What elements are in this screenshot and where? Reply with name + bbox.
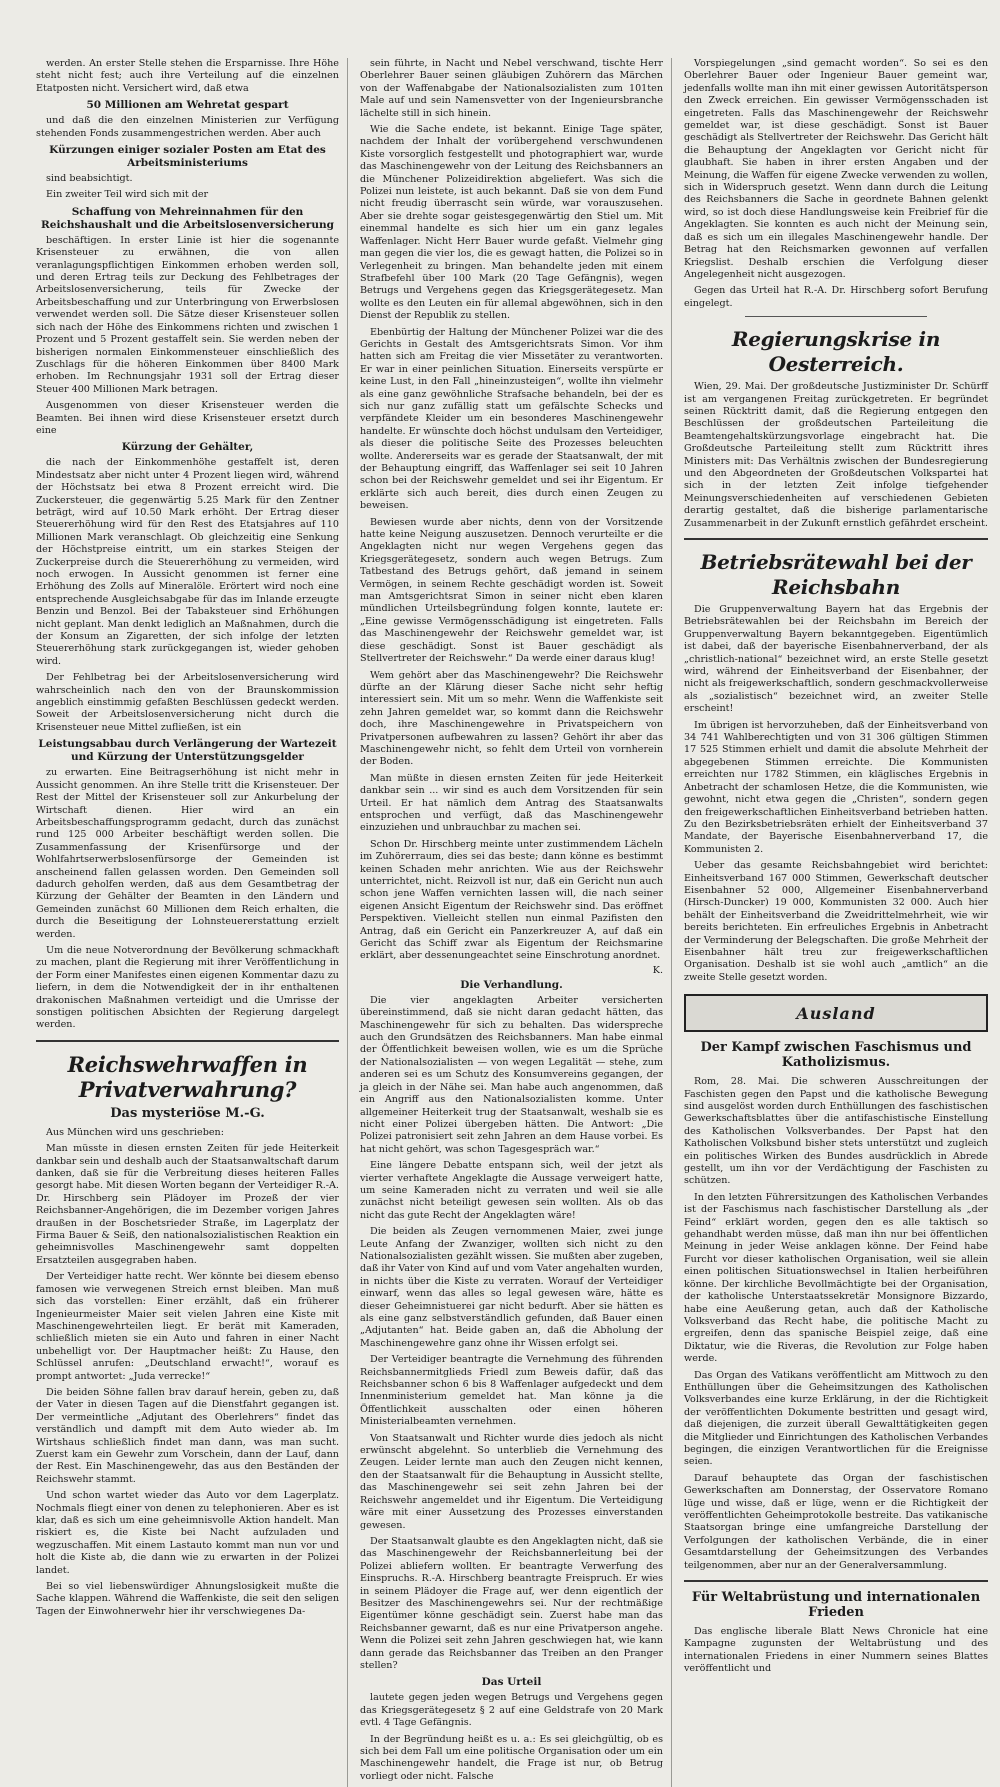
article-paragraph: Der Fehlbetrag bei der Arbeitslosenversicherung wird wahrscheinlich nach den von der Braunskommission angeblich einstimmig gefaßten Beschlüssen gedeckt werden. Soweit der Arbeitslosenversicherung nicht durch die Krisensteuer neue Mittel zufließen, ist ein	[36, 672, 339, 733]
subheading: 50 Millionen am Wehretat gespart	[86, 99, 289, 112]
subheading: Kürzungen einiger sozialer Posten am Etat des Arbeitsministeriums	[49, 144, 326, 170]
article-paragraph: Im übrigen ist hervorzuheben, daß der Einheitsverband von 34 741 Wahlberechtigten und von 31 306 gültigen Stimmen 17 525 Stimmen erhielt und damit die absolute Mehrheit der abgegebenen Stimmen erreichte. Die Kommunisten erreichten nur 1782 Stimmen, ein kläglisches Ergebnis in Anbetracht der schamlosen Hetze, die die Kommunisten, wie gewohnt, nicht etwa gegen die „Christen“, sondern gegen den freigewerkschaftlichen Einheitsverband betrieben hatten. Zu den Bezirksbetriebsräten erhielt der Einheitsverband 37 Mandate, der Bayerische Eisenbahnerverband 17, die Kommunisten 2.	[684, 719, 988, 855]
article-paragraph: Rom, 28. Mai. Die schweren Ausschreitungen der Faschisten gegen den Papst und die katholische Bewegung sind ausgelöst worden durch Enthüllungen des faschistischen Gewerkschaftsblattes über die antifaschistische Einstellung des Katholischen Volksverbandes. Der Papst hat den Katholischen Volksbund bisher stets unterstützt und zugleich ein politisches Wirken des Bundes ausdrücklich in Abrede gestellt, um ihn vor der Verdächtigung der Faschisten zu schützen.	[684, 1076, 988, 1187]
subheading: Das Urteil	[481, 1676, 542, 1689]
article-paragraph: Wem gehört aber das Maschinengewehr? Die Reichswehr dürfte an der Klärung dieser Sache nicht sehr heftig interessiert sein. Mit um so mehr. Wenn die Waffenkiste seit zehn Jahren gemeldet war, so kommt dann die Reichswehr doch, ihre Maschinengewehre in Privatspeichern von Privatpersonen aufbewahren zu lassen? Gehört ihr aber das Maschinengewehr nicht, so fehlt dem Urteil von vornherein der Boden.	[360, 669, 663, 768]
article-paragraph: In den letzten Führersitzungen des Katholischen Verbandes ist der Faschismus nach faschistischer Darstellung als „der Feind“ erklärt worden, gegen den es alle taktisch so gehandhabt werden müsse, daß man ihn nur bei öffentlichen Meinung in jeder Weise anklagen könne. Der Feind habe Furcht vor dieser katholischen Organisation, weil sie allein einen politischen Situationswechsel in Italien herbeiführen könne. Der kirchliche Bevollmächtigte bei der Organisation, der katholische Unterstaatssekretär Monsignore Bizzardo, habe eine Aeußerung getan, auch daß der Katholische Volksverband das Recht habe, die politische Macht zu ergreifen, denn das spanische Beispiel zeige, daß eine Diktatur, wie die Riveras, die Revolution zur Folge haben werde.	[684, 1191, 988, 1365]
article-paragraph: Aus München wird uns geschrieben:	[46, 1126, 224, 1138]
headline-reichsbahn: Betriebsrätewahl bei der Reichsbahn	[700, 550, 972, 599]
article-paragraph: Man müsste in diesen ernsten Zeiten für jede Heiterkeit dankbar sein und deshalb auch der Staatsanwaltschaft darum danken, daß sie für die Verbreitung dieses heiteren Falles gesorgt habe. Mit diesen Worten begann der Verteidiger R.-A. Dr. Hirschberg sein Plädoyer im Prozeß der vier Reichsbanner-Angehörigen, die im Dezember vorigen Jahres draußen in der Boschetsrieder Straße, im Lagerplatz der Firma Bauer & Seiß, den nationalsozialistischen Reaktion ein geheimnisvolles Maschinengewehr samt doppelten Ersatzteilen ausgegraben haben.	[36, 1143, 339, 1266]
author-signature: K.	[652, 964, 663, 976]
article-paragraph: Um die neue Notverordnung der Bevölkerung schmackhaft zu machen, plant die Regierung mit ihrer Veröffentlichung in der Form einer Manifestes einen eigenen Kommentar dazu zu liefern, in dem die Notwendigkeit der in ihr enthaltenen drakonischen Maßnahmen verteidigt und die Umrisse der sonstigen politischen Absichten der Regierung dargelegt werden.	[36, 944, 339, 1031]
subheadline-faschismus: Der Kampf zwischen Faschismus und Katholizismus.	[700, 1040, 972, 1071]
article-paragraph: Die beiden als Zeugen vernommenen Maier, zwei junge Leute Anfang der Zwanziger, wollten sich nicht zu den Nationalsozialisten gezählt wissen. Sie mußten aber zugeben, daß ihr Vater von Kind auf und vom Vater angehalten wurden, in nichts über die Kiste zu verraten. Worauf der Verteidiger einwarf, wenn das alles so legal gewesen wäre, hätte es dieser Geheimnistuerei gar nicht bedurft. Aber sie hätten es als eine ganz selbstverständlich gefunden, daß Bauer einen „Adjutanten“ hat. Beide gaben an, daß die Abholung der Maschinengewehre ganz ohne ihr Wissen erfolgt sei.	[360, 1226, 663, 1349]
article-paragraph: Von Staatsanwalt und Richter wurde dies jedoch als nicht erwünscht abgelehnt. So unterblieb die Vernehmung des Zeugen. Leider lernte man auch den Zeugen nicht kennen, den der Staatsanwalt für die Behauptung in Aussicht stellte, das Maschinengewehr sei seit zehn Jahren bei der Reichswehr angemeldet und ihr Eigentum. Die Verteidigung wäre mit einer Aussetzung des Prozesses einverstanden gewesen.	[360, 1432, 663, 1531]
article-paragraph: Ein zweiter Teil wird sich mit der	[46, 189, 209, 201]
article-paragraph: Ausgenommen von dieser Krisensteuer werden die Beamten. Bei ihnen wird diese Krisensteuer ersetzt durch eine	[36, 400, 339, 436]
column-left	[36, 58, 348, 1787]
subheadline-mg: Das mysteriöse M.-G.	[110, 1105, 265, 1121]
section-rule	[745, 316, 927, 317]
article-paragraph: lautete gegen jeden wegen Betrugs und Vergehens gegen das Kriegsgerätegesetz § 2 auf eine Geldstrafe von 20 Mark evtl. 4 Tage Gefängnis.	[360, 1692, 663, 1729]
column-middle	[360, 58, 672, 1787]
article-paragraph: In der Begründung heißt es u. a.: Es sei gleichgültig, ob es sich bei dem Fall um eine politische Organisation oder um ein Maschinengewehr handelt, die Frage ist nur, ob Betrug vorliegt oder nicht. Falsche	[360, 1733, 663, 1782]
article-paragraph: sein führte, in Nacht und Nebel verschwand, tischte Herr Oberlehrer Bauer seinen gläubigen Zuhörern das Märchen von der Waffenabgabe der Nationalsozialisten zum 101ten Male auf und sein Namensvetter von der Ingenieursbranche lächelte still in sich hinein.	[360, 58, 663, 119]
article-paragraph: Bewiesen wurde aber nichts, denn von der Vorsitzende hatte keine Neigung auszusetzen. Dennoch verurteilte er die Angeklagten nicht nur wegen Vergehens gegen das Kriegsgerätegesetz, sondern auch wegen Betrugs. Zum Tatbestand des Betrugs gehört, daß jemand in seinem Vermögen, in seinem Rechte geschädigt worden ist. Soweit man Amtsgerichtsrat Simon in seiner nicht eben klaren mündlichen Urteilsbegründung folgen konnte, lautete er: „Eine gewisse Vermögensschädigung ist eingetreten. Falls das Maschinengewehr der Reichswehr gemeldet war, ist diese geschädigt. Sonst ist Bauer geschädigt als Stellvertreter der Reichswehr.“ Da werde einer daraus klug!	[360, 516, 663, 665]
headline-reichswehrwaffen: Reichswehrwaffen in Privatverwahrung?	[67, 1051, 308, 1102]
headline-oesterreich: Regierungskrise in Oesterreich.	[731, 327, 941, 377]
subheading: Schaffung von Mehreinnahmen für den Reichshaushalt und die Arbeitslosenversicherung	[41, 205, 334, 231]
section-rule	[684, 538, 988, 540]
section-rule	[684, 1580, 988, 1582]
article-paragraph: Schon Dr. Hirschberg meinte unter zustimmendem Lächeln im Zuhörerraum, dies sei das beste; dann könne es bestimmt keinen Schaden mehr anrichten. Wie aus der Reichswehr unterrichtet, nicht. Reizvoll ist nur, daß ein Gericht nun auch schon jene Waffen vernichten lassen will, die nach seiner eigenen Ansicht Eigentum der Reichswehr sind. Das eröffnet Perspektiven. Vielleicht stellen nun einmal Pazifisten den Antrag, daß ein Gericht ein Panzerkreuzer A, auf daß ein Gericht das Schiff zwar als Eigentum der Reichsmarine erklärt, aber dessenungeachtet seine Einschrotung anordnet.	[360, 838, 663, 962]
subheading: Leistungsabbau durch Verlängerung der Wartezeit und Kürzung der Unterstützungsgelder	[38, 738, 337, 764]
article-paragraph: Gegen das Urteil hat R.-A. Dr. Hirschberg sofort Berufung eingelegt.	[684, 285, 988, 309]
article-paragraph: Das englische liberale Blatt News Chronicle hat eine Kampagne zugunsten der Weltabrüstung und des internationalen Friedens in einer Nummern seines Blattes veröffentlicht und	[684, 1626, 988, 1675]
article-paragraph: die nach der Einkommenhöhe gestaffelt ist, deren Mindestsatz aber nicht unter 4 Prozent liegen wird, während der Höchstsatz bei etwa 8 Prozent erreicht wird. Die Zuckersteuer, die gegenwärtig 5.25 Mark für den Zentner beträgt, wird auf 10.50 Mark erhöht. Der Ertrag dieser Steuererhöhung wird für den Rest des Etatsjahres auf 110 Millionen Mark veranschlagt. Ob gleichzeitig eine Senkung der Höchstpreise eintritt, um ein starkes Steigen der Zuckerpreise durch die Steuererhöhung zu vermeiden, wird noch erwogen. In Aussicht genommen ist ferner eine Erhöhung des Zolls auf Mineralöle. Erörtert wird noch eine entsprechende Ausgleichsabgabe für das im Inlande erzeugte Benzin und Benzol. Bei der Tabaksteuer sind Erhöhungen nicht geplant. Man denkt lediglich an Maßnahmen, durch die der Konsum an Zigaretten, der sich infolge der letzten Steuererhöhung stark zurückgegangen ist, wieder gehoben wird.	[36, 457, 339, 667]
article-paragraph: Der Verteidiger beantragte die Vernehmung des führenden Reichsbannermitglieds Friedl zum Beweis dafür, daß das Reichsbanner schon 6 bis 8 Waffenlager aufgedeckt und dem Innenministerium gemeldet hat. Man könne ja die Öffentlichkeit ausschalten oder einen höheren Ministerialbeamten vernehmen.	[360, 1354, 663, 1428]
article-paragraph: Die Gruppenverwaltung Bayern hat das Ergebnis der Betriebsrätewahlen bei der Reichsbahn im Bereich der Gruppenverwaltung Bayern bekanntgegeben. Eigentümlich ist dabei, daß der bayerische Eisenbahnerverband, der als „christlich-national“ bezeichnet wird, an erste Stelle gesetzt wird, während der Einheitsverband der Eisenbahner, der nicht als freigewerkschaftlich, sondern geschmackvollerweise als „sozialistisch“ bezeichnet wird, an zweiter Stelle erscheint!	[684, 604, 988, 715]
article-paragraph: Darauf behauptete das Organ der faschistischen Gewerkschaften am Donnerstag, der Osservatore Romano lüge und wisse, daß er lüge, wenn er die Richtigkeit der veröffentlichten Geheimprotokolle bestreite. Das vatikanische Staatsorgan bringe eine umfangreiche Darstellung der Verfolgungen der katholischen Verbände, die in einer Gesamtdarstellung der Geheimsitzungen des Verbandes teilgenommen, aber nur an der Generalversammlung.	[684, 1472, 988, 1571]
article-paragraph: Eine längere Debatte entspann sich, weil der jetzt als vierter verhaftete Angeklagte die Aussage verweigert hatte, um seine Kameraden nicht zu verraten und weil sie alle zunächst nicht beteiligt gewesen sein wollten. Als ob das nicht das gute Recht der Angeklagten wäre!	[360, 1160, 663, 1221]
subheading: Kürzung der Gehälter,	[121, 441, 254, 454]
article-paragraph: werden. An erster Stelle stehen die Ersparnisse. Ihre Höhe steht nicht fest; auch ihre Verteilung auf die einzelnen Etatposten nicht. Versichert wird, daß etwa	[36, 58, 339, 94]
article-paragraph: Und schon wartet wieder das Auto vor dem Lagerplatz. Nochmals fliegt einer von denen zu telephonieren. Aber es ist klar, daß es sich um eine geheimnisvolle Aktion handelt. Man riskiert es, die Kiste bei Nacht aufzuladen und wegzuschaffen. Mit einem Lastauto kommt man nun vor und holt die Kiste ab, die dann wie zu erwarten in der Polizei landet.	[36, 1490, 339, 1576]
section-rule	[36, 1040, 339, 1042]
section-banner-ausland	[684, 994, 988, 1032]
article-paragraph: Ueber das gesamte Reichsbahngebiet wird berichtet: Einheitsverband 167 000 Stimmen, Gewerkschaft deutscher Eisenbahner 52 000, Allgemeiner Eisenbahnerverband (Hirsch-Duncker) 19 000, Kommunisten 32 000. Auch hier behält der Einheitsverband die Zweidrittelmehrheit, wie wir bereits berichteten. Ein erfreuliches Ergebnis in Anbetracht der Verminderung der Belegschaften. Die große Mehrheit der Eisenbahner hält treu zur freigewerkschaftlichen Organisation. Deshalb ist sie wohl auch „amtlich“ an die zweite Stelle gesetzt worden.	[684, 860, 988, 983]
article-paragraph: Der Verteidiger hatte recht. Wer könnte bei diesem ebenso famosen wie verwegenen Streich ernst bleiben. Man muß sich das vorstellen: Einer erzählt, daß ein früherer Ingenieurmeister Maier seit vielen Jahren eine Kiste mit Maschinengewehrteilen liegt. Er berät mit Kameraden, schließlich mieten sie ein Auto und fahren in einer Nacht unbehelligt vor. Der Hauptmacher heißt: Zu Hause, den Schlüssel anrufen: „Deutschland erwacht!“, worauf es prompt antwortet: „Juda verrecke!“	[36, 1271, 339, 1382]
article-paragraph: Die vier angeklagten Arbeiter versicherten übereinstimmend, daß sie nicht daran gedacht hätten, das Maschinengewehr für sich zu behalten. Das widerspreche auch den Grundsätzen des Reichsbanners. Man habe einmal der Öffentlichkeit beweisen wollen, wie es um die Sprüche der Nationalsozialisten — von wegen Legalität — stehe, zum anderen sei es um Schutz des Konsumvereins gegangen, der ja gleich in der Nähe sei. Man habe auch angenommen, daß ein Angriff aus den Nationalsozialisten komme. Unter allgemeiner Heiterkeit trug der Staatsanwalt, weshalb sie es nicht einer Polizei übergeben hätten. Die Antwort: „Die Polizei patronisiert seit zehn Jahren an dem Hause vorbei. Es hat nicht gehört, was schon Tagesgespräch war.“	[360, 994, 663, 1155]
article-paragraph: Das Organ des Vatikans veröffentlicht am Mittwoch zu den Enthüllungen über die Geheimsitzungen des Katholischen Volksverbandes eine kurze Erklärung, in der die Richtigkeit der veröffentlichten Dokumente bestritten und gesagt wird, daß diejenigen, die zurzeit überall Gewalttätigkeiten gegen die Mitglieder und Einrichtungen des Katholischen Verbandes begingen, die einzigen Verantwortlichen für die Ereignisse seien.	[684, 1369, 988, 1468]
article-paragraph: sind beabsichtigt.	[46, 173, 133, 185]
column-right	[684, 58, 996, 1787]
article-paragraph: Wien, 29. Mai. Der großdeutsche Justizminister Dr. Schürff ist am vergangenen Freitag zurückgetreten. Er begründet seinen Rücktritt damit, daß die Regierung entgegen den Beschlüssen der großdeutschen Parteileitung die Beamtengehaltskürzungsvorlage eingebracht hat. Die Großdeutsche Parteileitung stellt zum Rücktritt ihres Ministers mit: Das Verhältnis zwischen der Bundesregierung und den Abgeordneten der Großdeutschen Volkspartei hat sich in der letzten Zeit infolge tiefgehender Meinungsverschiedenheiten auf verschiedenen Gebieten derartig gestaltet, daß die bisherige parlamentarische Zusammenarbeit in der Zukunft ernstlich gefährdet erscheint.	[684, 381, 988, 529]
article-paragraph: und daß die den einzelnen Ministerien zur Verfügung stehenden Fonds zusammengestrichen werden. Aber auch	[36, 115, 339, 139]
article-paragraph: Man müßte in diesen ernsten Zeiten für jede Heiterkeit dankbar sein ... wir sind es auch dem Vorsitzenden für sein Urteil. Er hat nämlich dem Antrag des Staatsanwalts entsprochen und verfügt, daß das Maschinengewehr einzuziehen und unbrauchbar zu machen sei.	[360, 772, 663, 834]
article-paragraph: Die beiden Söhne fallen brav darauf herein, geben zu, daß der Vater in diesen Tagen auf die Dienstfahrt gegangen ist. Der vermeintliche „Adjutant des Oberlehrers“ findet das verständlich und dampft mit dem Auto wieder ab. Im Wirtshaus schließlich findet man dann, was man sucht. Zuerst kam ein Gewehr zum Vorschein, dann der Lauf, dann der Rest. Ein Maschinengewehr, das aus den Beständen der Reichswehr stammt.	[36, 1386, 339, 1485]
section-banner-label: Ausland	[796, 1003, 876, 1023]
article-paragraph: beschäftigen. In erster Linie ist hier die sogenannte Krisensteuer zu erwähnen, die von allen veranlagungspflichtigen Einkommen erhoben werden soll, und deren Ertrag teils zur Deckung des Fehlbetrages der Arbeitslosenversicherung, teils für Zwecke der Arbeitsbeschaffung und zur Unterbringung von Erwerbslosen verwendet werden soll. Die Sätze dieser Krisensteuer sollen sich nach der Höhe des Einkommens richten und zwischen 1 Prozent und 5 Prozent gestaffelt sein. Sie werden neben der bisherigen normalen Einkommensteuer einschließlich des Zuschlags für die höheren Einkommen über 8400 Mark erhoben. Im Rechnungsjahr 1931 soll der Ertrag dieser Steuer 400 Millionen Mark betragen.	[36, 234, 339, 395]
article-paragraph: Der Staatsanwalt glaubte es den Angeklagten nicht, daß sie das Maschinengewehr der Reichsbannerleitung bei der Polizei abliefern wollten. Er beantragte Verwerfung des Einspruchs. R.-A. Hirschberg beantragte Freispruch. Er wies in seinem Plädoyer die Frage auf, wer denn eigentlich der Besitzer des Maschinengewehrs sei. Nur der rechtmäßige Eigentümer könne geschädigt sein. Zuerst habe man das Reichsbanner gewarnt, daß es nur eine Privatperson angehe. Wenn die Polizei seit zehn Jahren geschwiegen hat, wie kann dann gerade das Reichsbanner das Treiben an den Pranger stellen?	[360, 1535, 663, 1671]
article-paragraph: Ebenbürtig der Haltung der Münchener Polizei war die des Gerichts in Gestalt des Amtsgerichtsrats Simon. Vor ihm hatten sich am Freitag die vier Missetäter zu verantworten. Er war in einer peinlichen Situation. Einerseits verspürte er keine Lust, in den Fall „hineinzusteigen“, wollte ihn vielmehr als eine ganz gewöhnliche Strafsache behandeln, bei der es sich nur ganz zufällig statt um gefälschte Schecks und verpfändete Kleider um ein besonderes Maschinengewehr handelte. Er wünschte doch höchst undulsam den Verteidiger, als dieser die politische Seite des Prozesses beleuchten wollte. Andererseits war es gerade der Staatsanwalt, der mit der Behauptung eingriff, das Waffenlager sei seit 10 Jahren schon bei der Reichswehr gemeldet und sei ihr Eigentum. Er erklärte sich auch bereit, dies durch einen Zeugen zu beweisen.	[360, 326, 663, 512]
subheading: Die Verhandlung.	[460, 978, 563, 991]
article-paragraph: Vorspiegelungen „sind gemacht worden“. So sei es den Oberlehrer Bauer oder Ingenieur Bauer gemeint war, jedenfalls wollte man ihn mit einer gewissen Autoritätsperson den Zweck erreichen. Ein gewisser Vermögensschaden ist eingetreten. Falls das Maschinengewehr der Reichswehr gemeldet war, ist diese geschädigt. Sonst ist Bauer geschädigt als Stellvertreter der Reichswehr. Das Gericht hält die Behauptung der Angeklagten vor Gericht nicht für glaubhaft. Sie haben in ihrer ersten Angaben und der Meinung, die Waffen für eigene Zwecke verwenden zu wollen, sich in Widerspruch gesetzt. Wenn dann durch die Leitung des Reichsbanners die Sache in geordnete Bahnen gelenkt wird, so ist doch diese Handlungsweise kein Freibrief für die Angeklagten. Sie konnten es auch nicht der Meinung sein, daß es sich um ein illegales Maschinengewehr handle. Der Betrag hat den Reichsmarken gewonnen auf verfallen Kriegslist. Deshalb erschien die Verfolgung dieser Angelegenheit nicht ausgezogen.	[684, 58, 988, 280]
article-paragraph: zu erwarten. Eine Beitragserhöhung ist nicht mehr in Aussicht genommen. An ihre Stelle tritt die Krisensteuer. Der Rest der Mittel der Krisensteuer soll zur Ankurbelung der Wirtschaft dienen. Hier wird an ein Arbeitsbeschaffungsprogramm gedacht, durch das zunächst rund 125 000 Arbeiter beschäftigt werden sollen. Die Zusammenfassung der Krisenfürsorge und der Wohlfahrtserwerbslosenfürsorge der Gemeinden ist anscheinend fallen gelassen worden. Den Gemeinden soll dadurch geholfen werden, daß aus dem Gesamtbetrag der Kürzung der Gehälter der Beamten in den Ländern und Gemeinden zunächst 60 Millionen dem Reich erhalten, die durch die Beseitigung der Lohnsteuererstattung erzielt werden.	[36, 767, 339, 940]
article-paragraph: Bei so viel liebenswürdiger Ahnungslosigkeit mußte die Sache klappen. Während die Waffenkiste, die seit den seligen Tagen der Einwohnerwehr hier ihr verschwiegenes Da-	[36, 1581, 339, 1617]
headline-weltabruestung: Für Weltabrüstung und internationalen Frieden	[691, 1590, 981, 1621]
article-paragraph: Wie die Sache endete, ist bekannt. Einige Tage später, nachdem der Inhalt der vorübergehend verschwundenen Kiste vorsorglich festgestellt und photographiert war, wurde das Maschinengewehr von der Leitung des Reichsbanners an die Münchener Polizeidirektion abgeliefert. Was sich die Polizei nun leistete, ist auch bekannt. Daß sie von dem Fund nicht freudig überrascht sein würde, war vorauszusehen. Aber sie drehte sogar geistesgegenwärtig den Stiel um. Mit einemmal handelte es sich hier um ein ganz legales Waffenlager. Nicht Herr Bauer wurde gefaßt. Vielmehr ging man gegen die vier los, die es gewagt hatten, die Polizei so in Verlegenheit zu bringen. Man behandelte jeden mit einem Strafbefehl über 100 Mark (20 Tage Gefängnis), wegen Betrugs und Vergehens gegen das Kriegsgerätegesetz. Man wollte es den Leuten ein für allemal abgewöhnen, sich in den Dienst der Republik zu stellen.	[360, 124, 663, 322]
